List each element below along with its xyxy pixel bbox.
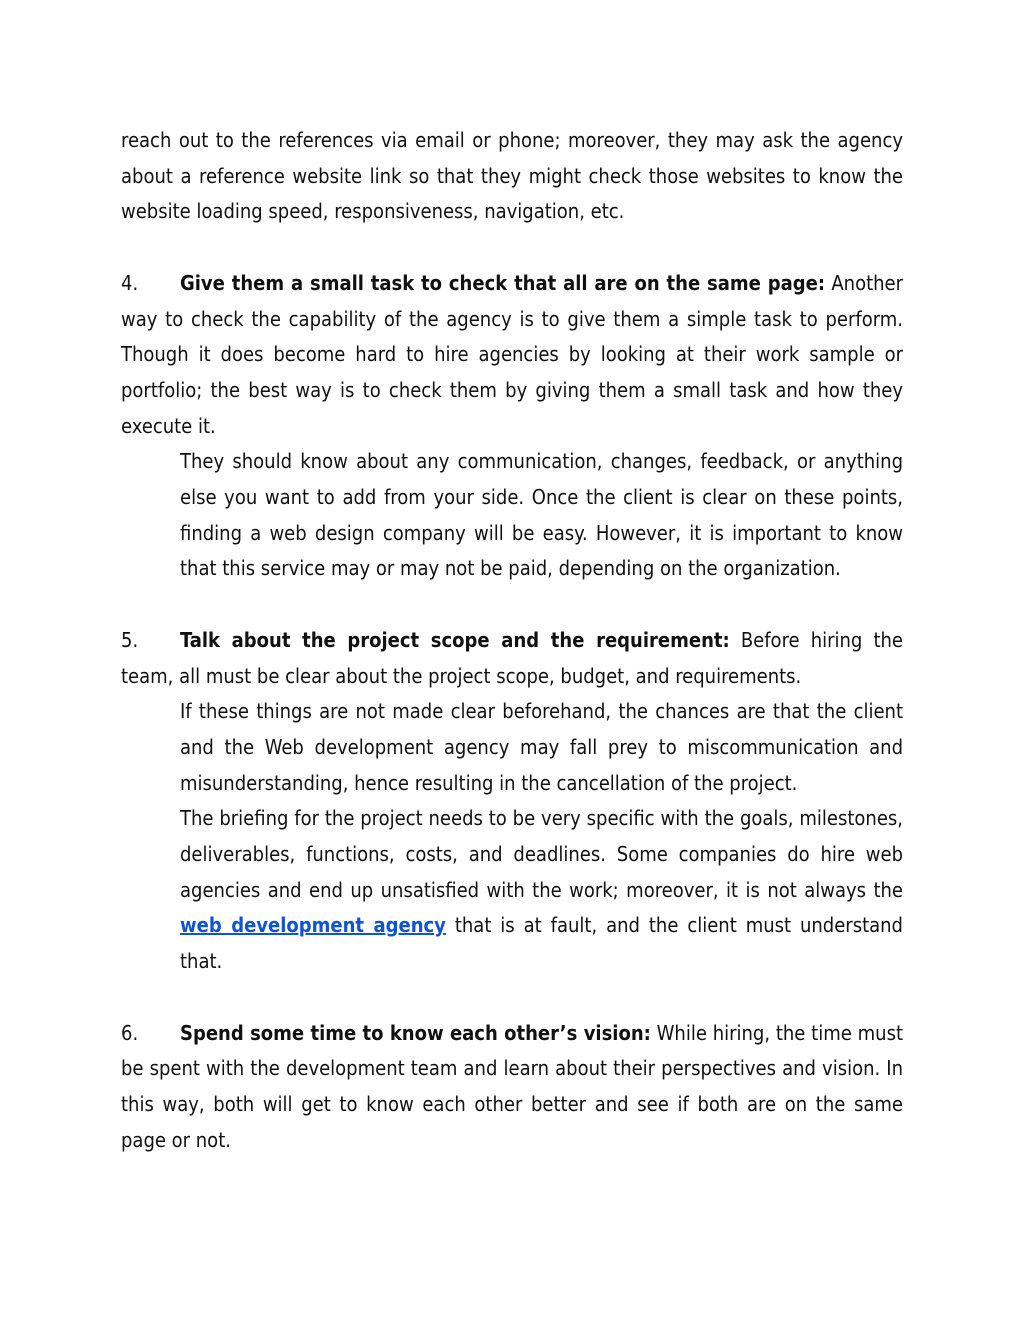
item-number: 6. [121,1020,139,1045]
item-body: While hiring, the time must be spent with the development team and learn about their perspectives and vision. In this way, both will get to know each other better and see if both are on the same page or not. [121,1020,903,1152]
list-item-4 [121,266,903,445]
sub-text-before-link: The briefing for the project needs to be very specific with the goals, milestones, deliverables, functions, costs, and deadlines. Some companies do hire web agencies and end up unsatisfied with the work; moreover, it is not always the [180,806,903,902]
item-sub-paragraph-with-link [180,801,903,980]
sub-text-after-link: that is at fault, and the client must understand that. [180,913,903,974]
web-development-agency-link[interactable]: web development agency [180,913,446,938]
list-item-5 [121,623,903,694]
intro-paragraph: reach out to the references via email or phone; moreover, they may ask the agency about a reference website link so that they might check those websites to know the website loading speed, responsiveness, navigation, etc. [121,128,903,224]
item-body: Another way to check the capability of the agency is to give them a simple task to perform. Though it does become hard to hire agencies by looking at their work sample or portfolio; the best way is to check them by giving them a small task and how they execute it. [121,270,903,438]
item-heading: Give them a small task to check that all are on the same page: [180,270,826,295]
list-item-6 [121,1016,903,1159]
paragraph-spacer [121,230,903,266]
item-heading: Spend some time to know each other’s vision: [180,1020,651,1045]
paragraph-spacer [121,587,903,623]
paragraph-spacer [121,980,903,1016]
item-sub-paragraph: They should know about any communication, changes, feedback, or anything else you want to add from your side. Once the client is clear on these points, finding a web design company will be easy. However, it is important to know that this service may or may not be paid, depending on the organization. [180,449,903,581]
item-heading: Talk about the project scope and the requirement: [180,627,730,652]
item-number: 4. [121,270,139,295]
document-page [121,123,903,1158]
item-body: Before hiring the team, all must be clear about the project scope, budget, and requirements. [121,627,903,688]
item-number: 5. [121,627,139,652]
item-sub-paragraph: If these things are not made clear beforehand, the chances are that the client and the Web development agency may fall prey to miscommunication and misunderstanding, hence resulting in the cancellation of the project. [180,699,903,795]
